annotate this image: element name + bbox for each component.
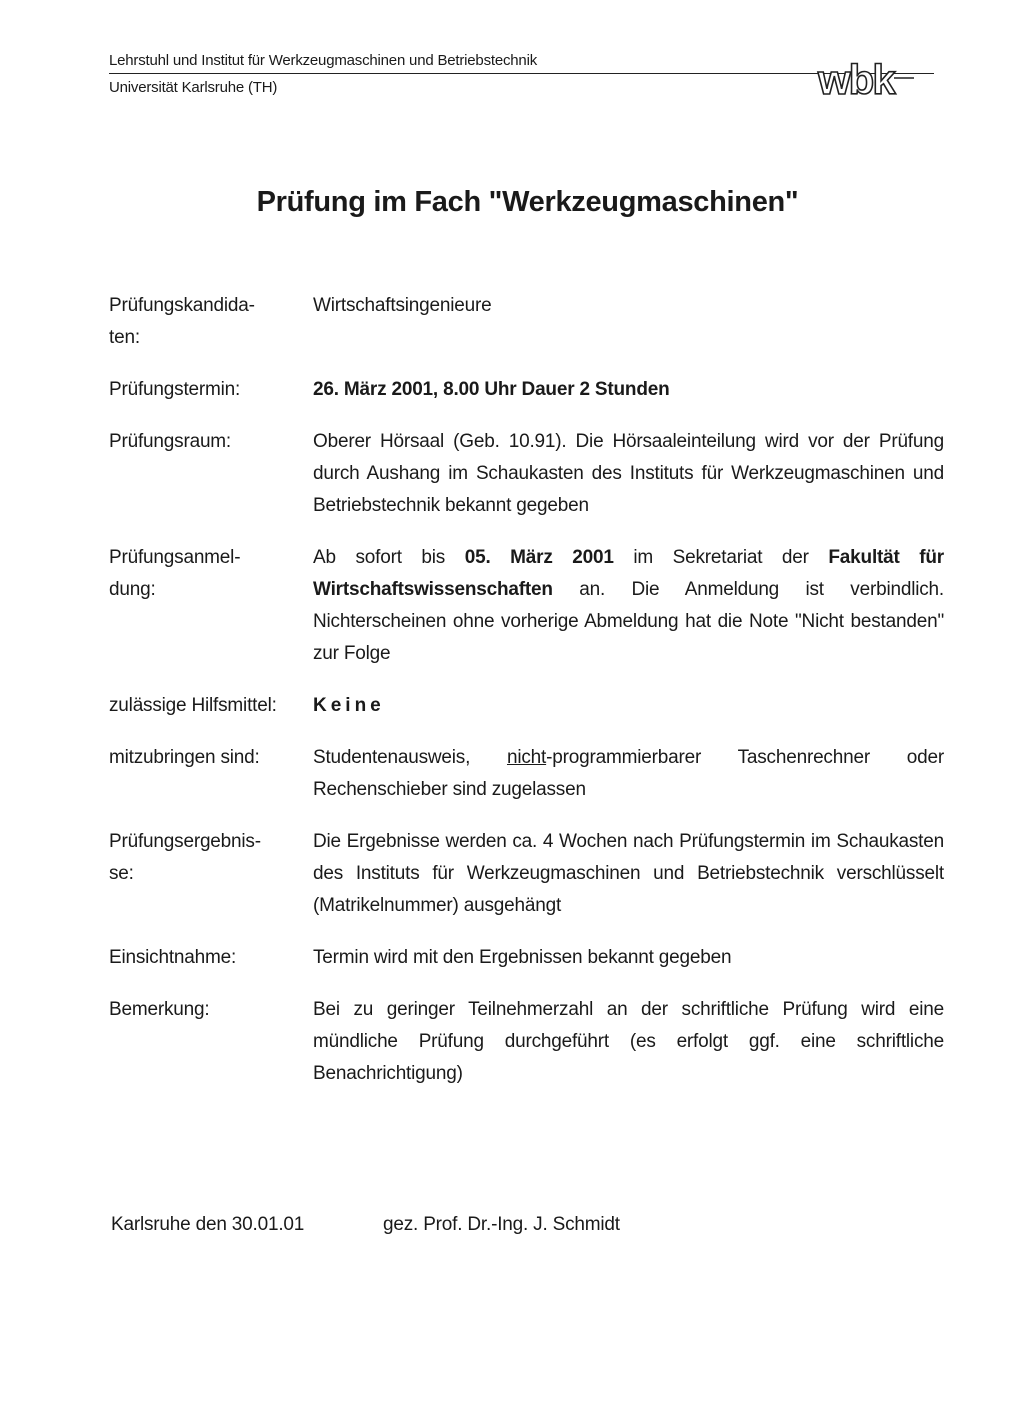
label-line: ten:: [109, 327, 140, 348]
entry-registration: [109, 542, 944, 670]
entry-exam-date: [109, 374, 944, 406]
value-text: Studentenausweis,: [313, 747, 507, 768]
value-text: im Sekretariat der: [613, 547, 829, 568]
place-date: Karlsruhe den 30.01.01: [111, 1214, 305, 1235]
entry-exam-room: [109, 426, 944, 522]
entry-label: Prüfungstermin:: [109, 379, 241, 400]
value-text: -programmierbarer Taschenrechner oder Rechenschieber sind zugelassen: [313, 747, 945, 800]
registration-deadline: 05. März 2001: [464, 547, 614, 568]
letterhead: [109, 50, 939, 110]
document-title: Prüfung im Fach "Werkzeugmaschinen": [256, 186, 799, 218]
entry-candidates: [109, 290, 944, 354]
entry-value: [313, 542, 944, 670]
entry-results: [109, 826, 944, 922]
label-line: Prüfungsanmel-: [109, 547, 241, 568]
exam-details: [109, 290, 944, 1090]
label-line: Prüfungsergebnis-: [109, 831, 261, 852]
entry-value: Bei zu geringer Teilnehmerzahl an der schriftliche Prüfung wird eine mündliche Prüfung durchgeführt (es erfolgt ggf. eine schriftliche Benachrichtigung): [313, 999, 944, 1084]
entry-value: Oberer Hörsaal (Geb. 10.91). Die Hörsaaleinteilung wird vor der Prüfung durch Aushang im Schaukasten des Instituts für Werkzeugmaschinen und Betriebstechnik bekannt gegeben: [313, 431, 944, 516]
logo-text: wbk: [818, 56, 894, 103]
entry-label: Bemerkung:: [109, 999, 210, 1020]
entry-value: Wirtschaftsingenieure: [313, 295, 492, 316]
signature: gez. Prof. Dr.-Ing. J. Schmidt: [383, 1214, 620, 1235]
underlined-word: nicht: [506, 747, 547, 768]
entry-label: Einsichtnahme:: [109, 947, 237, 968]
entry-value: Keine: [313, 695, 385, 716]
entry-label: [109, 826, 313, 922]
entry-label: [109, 290, 313, 354]
entry-value: Termin wird mit den Ergebnissen bekannt gegeben: [313, 947, 732, 968]
entry-aids: [109, 690, 944, 722]
entry-value: Die Ergebnisse werden ca. 4 Wochen nach Prüfungstermin im Schaukasten des Instituts für Werkzeugmaschinen und Betriebstechnik verschlüsselt (Matrikelnummer) ausgehängt: [313, 831, 944, 916]
wbk-logo: [814, 54, 914, 104]
letterhead-rule: [109, 73, 934, 74]
university-name: Universität Karlsruhe (TH): [109, 79, 278, 96]
label-line: Prüfungskandida-: [109, 295, 255, 316]
entry-label: mitzubringen sind:: [109, 747, 260, 768]
footer: [111, 1214, 620, 1236]
entry-label: Prüfungsraum:: [109, 431, 232, 452]
entry-bring-along: [109, 742, 944, 806]
faculty-name: Fakultät für Wirtschaftswissenschaften: [313, 547, 944, 600]
entry-label: [109, 542, 313, 670]
entry-remark: [109, 994, 944, 1090]
institute-name: Lehrstuhl und Institut für Werkzeugmaschinen und Betriebstechnik: [109, 52, 538, 69]
entry-label: zulässige Hilfsmittel:: [109, 695, 277, 716]
value-text: Ab sofort bis: [313, 547, 465, 568]
entry-inspection: [109, 942, 944, 974]
label-line: dung:: [109, 579, 156, 600]
entry-value: 26. März 2001, 8.00 Uhr Dauer 2 Stunden: [313, 379, 670, 400]
value-text: an. Die Anmeldung ist verbindlich. Nichterscheinen ohne vorherige Abmeldung hat die Note "Nicht bestanden" zur Folge: [313, 579, 944, 664]
entry-value: [313, 742, 944, 806]
label-line: se:: [109, 863, 134, 884]
